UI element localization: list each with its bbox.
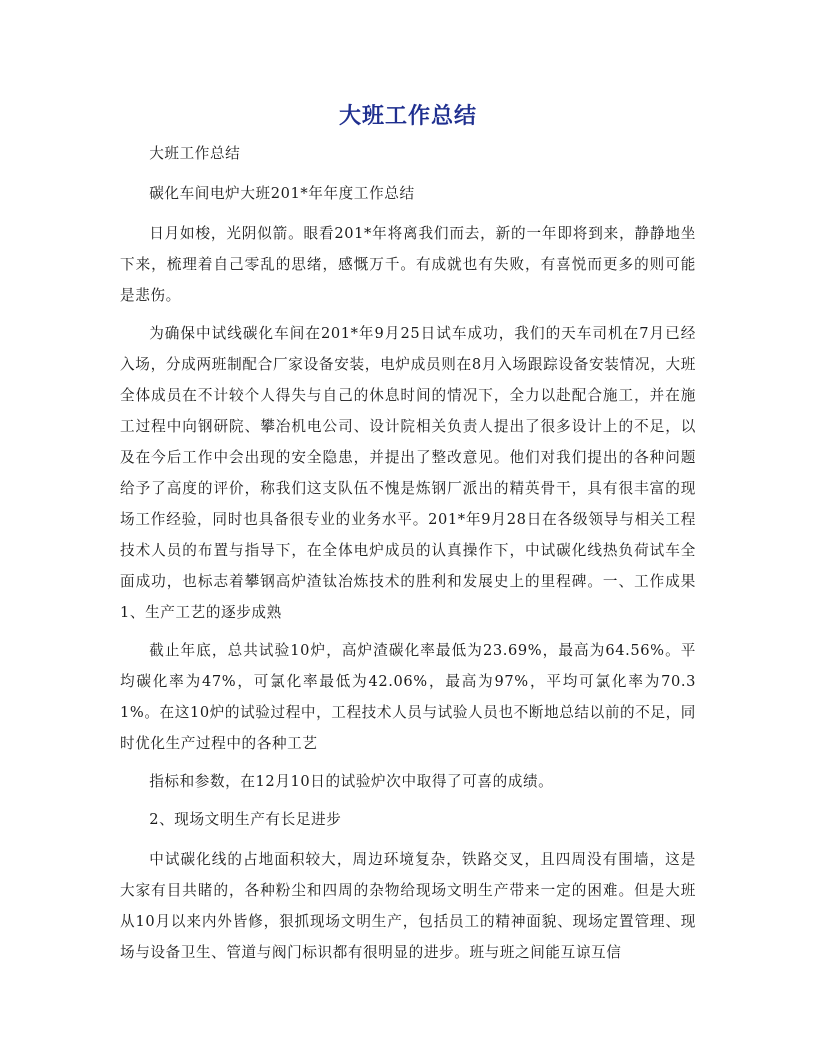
paragraph-intro: 日月如梭，光阴似箭。眼看201*年将离我们而去，新的一年即将到来，静静地坐下来，梳理着自己零乱的思绪，感慨万千。有成就也有失败，有喜悦而更多的则可能是悲伤。 <box>120 225 696 304</box>
paragraph-indicators: 指标和参数，在12月10日的试验炉次中取得了可喜的成绩。 <box>149 773 554 790</box>
document-body <box>120 138 696 975</box>
section-heading-civilized-production: 2、现场文明生产有长足进步 <box>149 811 342 828</box>
paragraph-trial-run: 为确保中试线碳化车间在201*年9月25日试车成功，我们的天车司机在7月已经入场，分成两班制配合厂家设备安装，电炉成员则在8月入场跟踪设备安装情况，大班全体成员在不计较个人得失与自己的休息时间的情况下，全力以赴配合施工，并在施工过程中向钢研院、攀冶机电公司、设计院相关负责人提出了很多设计上的不足，以及在今后工作中会出现的安全隐患，并提出了整改意见。他们对我们提出的各种问题给予了高度的评价，称我们这支队伍不愧是炼钢厂派出的精英骨干，具有很丰富的现场工作经验，同时也具备很专业的业务水平。201*年9月28日在各级领导与相关工程技术人员的布置与指导下，在全体电炉成员的认真操作下，中试碳化线热负荷试车全面成功，也标志着攀钢高炉渣钛冶炼技术的胜利和发展史上的里程碑。一、工作成果1、生产工艺的逐步成熟 <box>120 325 696 621</box>
paragraph-site-management: 中试碳化线的占地面积较大，周边环境复杂，铁路交叉，且四周没有围墙，这是大家有目共睹的，各种粉尘和四周的杂物给现场文明生产带来一定的困难。但是大班从10月以来内外皆修，狠抓现场文明生产，包括员工的精神面貌、现场定置管理、现场与设备卫生、管道与阀门标识都有很明显的进步。班与班之间能互谅互信 <box>120 851 696 961</box>
paragraph-test-results: 截止年底，总共试验10炉，高炉渣碳化率最低为23.69%，最高为64.56%。平均碳化率为47%，可氯化率最低为42.06%，最高为97%，平均可氯化率为70.31%。在这10炉的试验过程中，工程技术人员与试验人员也不断地总结以前的不足，同时优化生产过程中的各种工艺 <box>120 642 696 752</box>
paragraph-subtitle: 大班工作总结 <box>149 145 241 162</box>
document-title: 大班工作总结 <box>338 103 477 129</box>
paragraph-report-heading: 碳化车间电炉大班201*年年度工作总结 <box>149 185 415 202</box>
